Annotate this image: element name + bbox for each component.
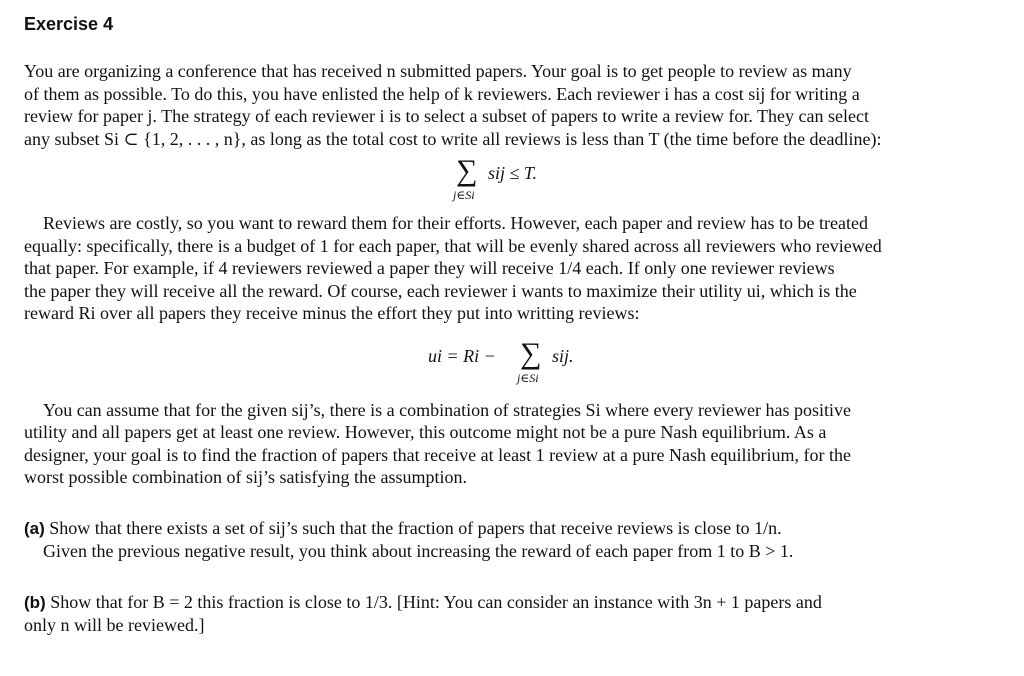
sum-symbol: ∑ bbox=[456, 154, 478, 187]
exercise-page bbox=[24, 10, 990, 637]
part-a-label: (a) bbox=[24, 518, 45, 538]
assume-line-2: utility and all papers get at least one review. However, this outcome might not be a pure Nash equilibrium. As a bbox=[24, 422, 827, 442]
part-b-text: Show that for B = 2 this fraction is close to 1/3. [Hint: You can consider an instance with 3n + 1 papers and bbox=[50, 591, 822, 612]
reviews-line-3: that paper. For example, if 4 reviewers reviewed a paper they will receive 1/4 each. If only one reviewer reviews bbox=[24, 258, 835, 278]
intro-paragraph bbox=[24, 60, 990, 150]
intro-line-3: review for paper j. The strategy of each reviewer i is to select a subset of papers to write a review for. They can select bbox=[24, 106, 869, 126]
assumption-paragraph bbox=[24, 399, 990, 489]
part-b-line-2: only n will be reviewed.] bbox=[24, 615, 205, 635]
utility-sum-body: sij. bbox=[552, 345, 574, 366]
equation-cost-constraint bbox=[24, 150, 990, 212]
equation-utility bbox=[24, 325, 990, 399]
reviews-line-4: the paper they will receive all the reward. Of course, each reviewer i wants to maximize their utility ui, which is the bbox=[24, 280, 857, 301]
assume-line-4: worst possible combination of sij’s satisfying the assumption. bbox=[24, 467, 467, 487]
sum-subscript-2: j∈Si bbox=[517, 370, 539, 385]
utility-lhs: ui = Ri − bbox=[428, 345, 496, 366]
part-b bbox=[24, 591, 990, 637]
reviews-line-1: Reviews are costly, so you want to reward them for their efforts. However, each paper and review has to be treated bbox=[43, 213, 868, 233]
exercise-title: Exercise 4 bbox=[24, 14, 114, 34]
part-b-line-1 bbox=[24, 591, 990, 615]
reviews-line-5: reward Ri over all papers they receive minus the effort they put into writting reviews: bbox=[24, 303, 640, 323]
assume-line-1: You can assume that for the given sij’s, there is a combination of strategies Si where every reviewer has positive bbox=[43, 399, 851, 420]
part-a-text: Show that there exists a set of sij’s such that the fraction of papers that receive reviews is close to 1/n. bbox=[49, 517, 782, 538]
reviews-paragraph bbox=[24, 212, 990, 325]
part-a-line-2: Given the previous negative result, you think about increasing the reward of each paper from 1 to B > 1. bbox=[43, 541, 794, 561]
sum-symbol-2: ∑ bbox=[520, 336, 542, 370]
intro-line-4: any subset Si ⊂ {1, 2, . . . , n}, as long as the total cost to write all reviews is less than T (the time before the deadline): bbox=[24, 128, 882, 149]
part-a-line-1 bbox=[24, 517, 990, 541]
reviews-line-2: equally: specifically, there is a budget of 1 for each paper, that will be evenly shared across all reviewers who reviewed bbox=[24, 235, 882, 256]
part-b-label: (b) bbox=[24, 592, 46, 612]
equation-body: sij ≤ T. bbox=[488, 163, 538, 183]
assume-line-3: designer, your goal is to find the fraction of papers that receive at least 1 review at a pure Nash equilibrium, for the bbox=[24, 444, 851, 465]
intro-line-2: of them as possible. To do this, you have enlisted the help of k reviewers. Each reviewer i has a cost sij for writing a bbox=[24, 83, 860, 104]
part-a bbox=[24, 517, 990, 563]
intro-line-1: You are organizing a conference that has received n submitted papers. Your goal is to get people to review as many bbox=[24, 61, 852, 81]
sum-subscript: j∈Si bbox=[453, 188, 475, 202]
